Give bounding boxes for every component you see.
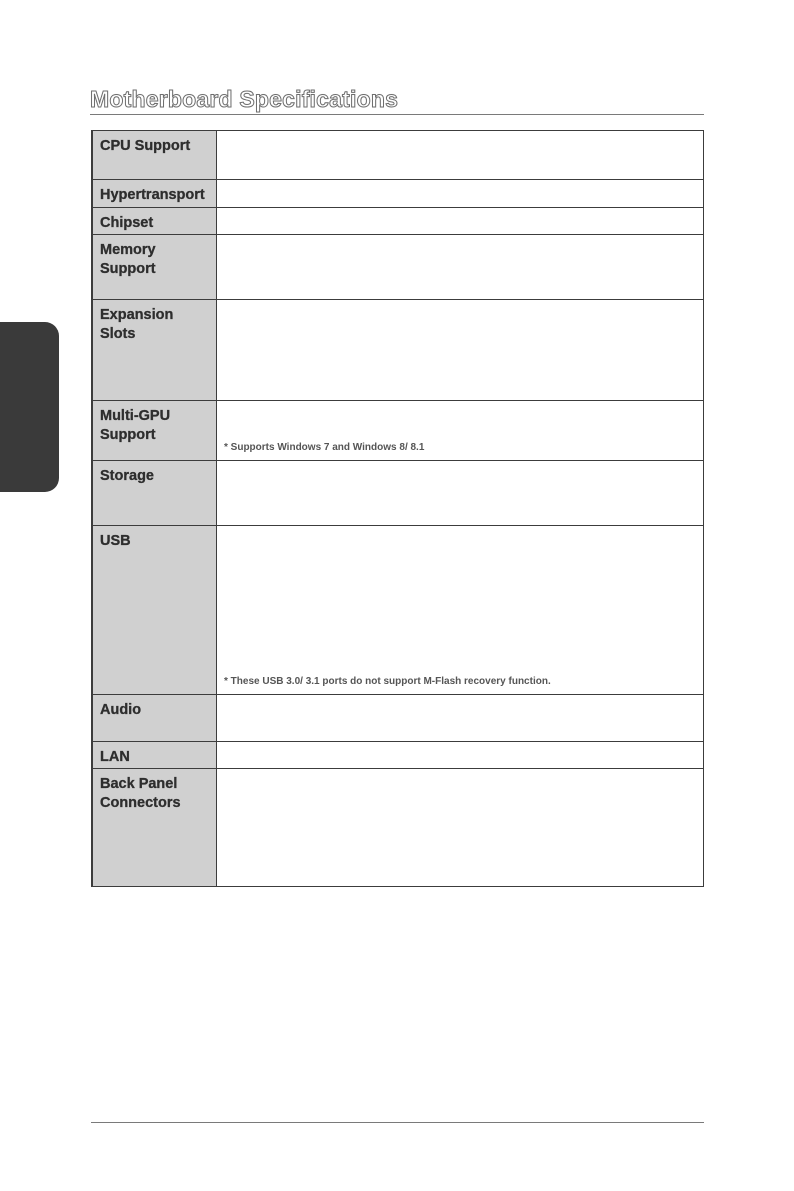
spec-value-audio [217, 695, 704, 742]
spec-label-cell [92, 742, 217, 769]
spec-value-multigpu [217, 401, 704, 461]
spec-label-storage: Storage [100, 468, 154, 484]
spec-label-backpanel: Back Panel Connectors [100, 776, 181, 811]
spec-label-audio: Audio [100, 702, 142, 718]
spec-value-storage [217, 461, 704, 526]
table-row [92, 742, 704, 769]
spec-value-backpanel [217, 769, 704, 887]
spec-value-chipset [217, 208, 704, 235]
table-row [92, 769, 704, 887]
chapter-side-tab [0, 322, 59, 492]
spec-value-memory [217, 235, 704, 300]
spec-label-cpu: CPU Support [100, 138, 191, 154]
table-row [92, 131, 704, 180]
spec-label-lan: LAN [100, 749, 130, 765]
footer-divider [91, 1122, 704, 1123]
spec-value-lan [217, 742, 704, 769]
specifications-table [91, 130, 704, 887]
spec-label-expansion: Expansion Slots [100, 307, 174, 342]
table-row [92, 526, 704, 695]
table-row [92, 180, 704, 208]
spec-label-cell [92, 401, 217, 461]
spec-label-cell [92, 235, 217, 300]
spec-label-cell [92, 208, 217, 235]
spec-label-cell [92, 300, 217, 401]
spec-label-chipset: Chipset [100, 215, 154, 231]
multigpu-footnote: * Supports Windows 7 and Windows 8/ 8.1 [224, 442, 425, 453]
spec-value-cpu [217, 131, 704, 180]
spec-value-usb [217, 526, 704, 695]
table-row [92, 300, 704, 401]
usb-footnote: * These USB 3.0/ 3.1 ports do not support M-Flash recovery function. [224, 676, 551, 687]
table-row [92, 401, 704, 461]
table-row [92, 461, 704, 526]
page-title: Motherboard Specifications [90, 86, 399, 112]
spec-label-hypertransport: Hypertransport [100, 187, 205, 203]
spec-value-expansion [217, 300, 704, 401]
spec-label-cell [92, 695, 217, 742]
title-divider [90, 114, 704, 115]
spec-label-cell [92, 769, 217, 887]
spec-label-cell [92, 526, 217, 695]
table-row [92, 208, 704, 235]
spec-label-cell [92, 131, 217, 180]
table-row [92, 695, 704, 742]
spec-value-hypertransport [217, 180, 704, 208]
spec-label-usb: USB [100, 533, 131, 549]
spec-label-memory: Memory Support [100, 242, 156, 277]
spec-label-multigpu: Multi-GPU Support [100, 408, 171, 443]
spec-label-cell [92, 461, 217, 526]
table-row [92, 235, 704, 300]
spec-label-cell [92, 180, 217, 208]
